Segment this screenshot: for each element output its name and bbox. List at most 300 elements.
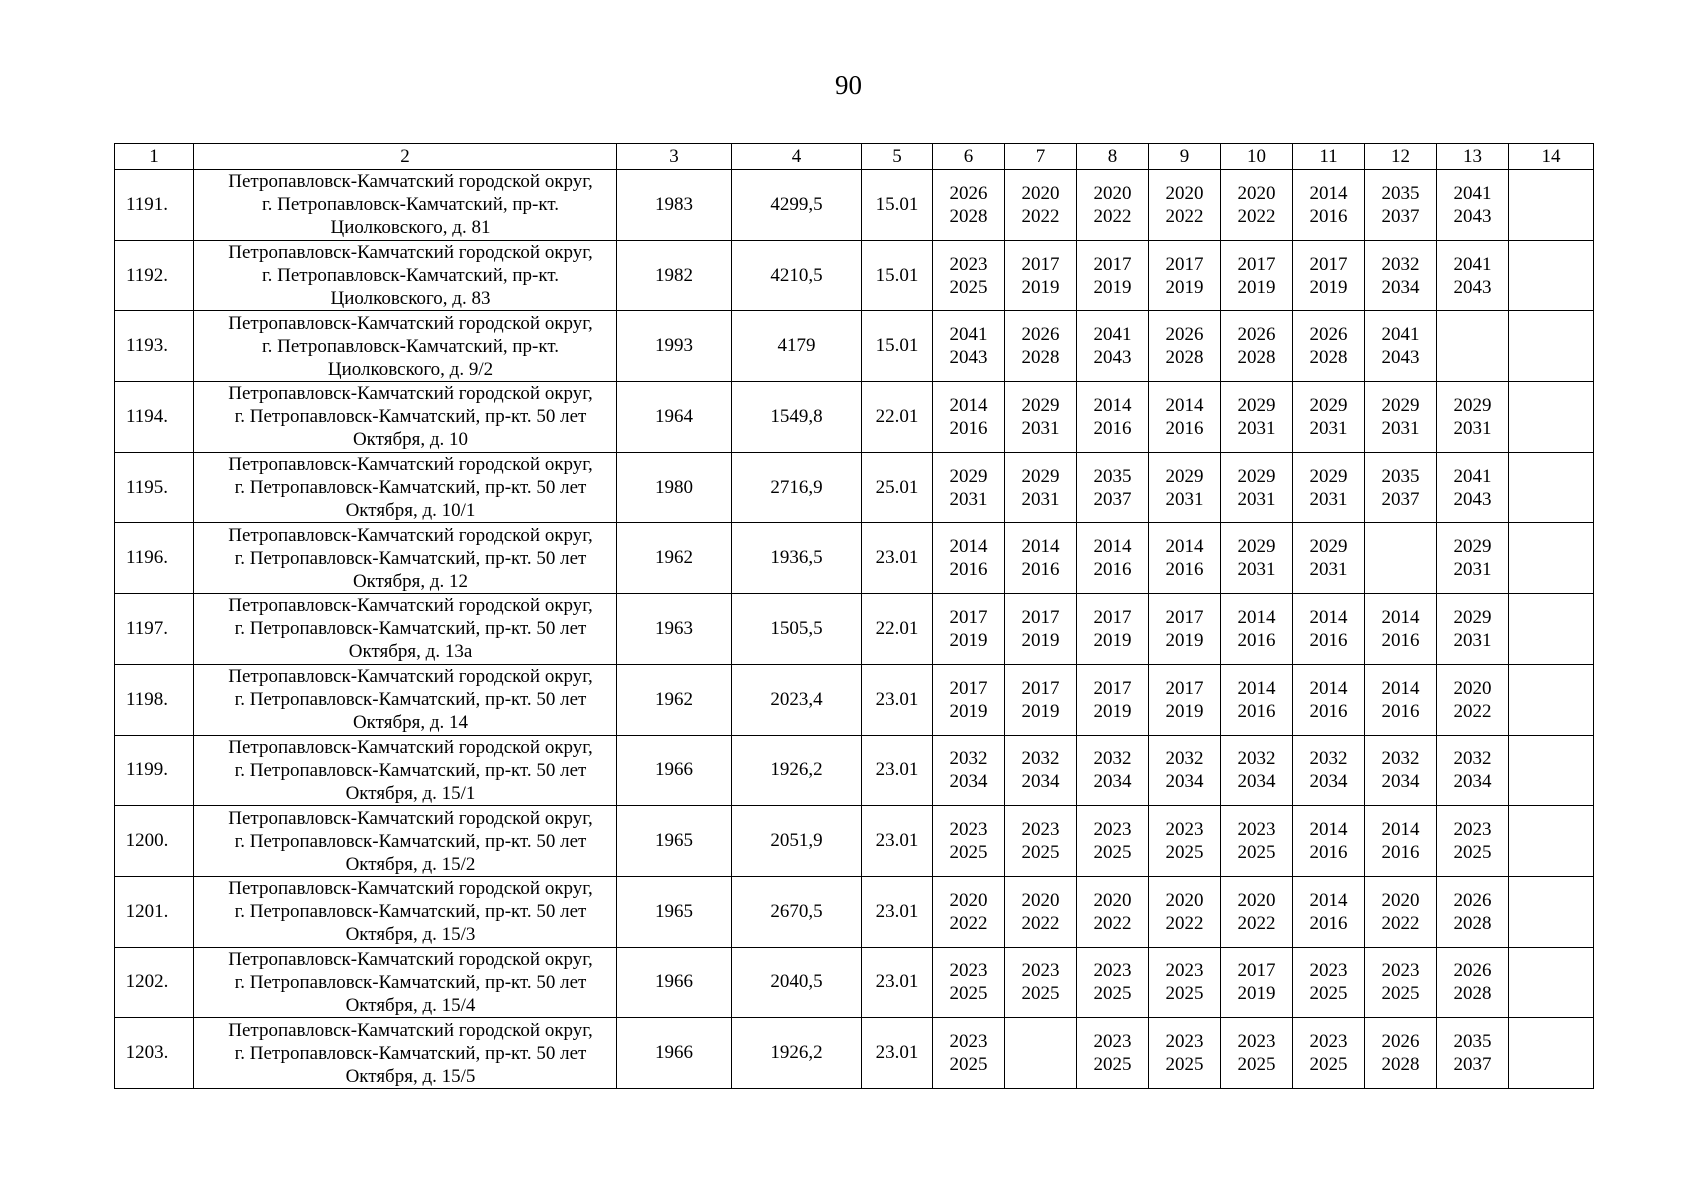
period-end: 2019 — [1165, 276, 1204, 298]
period-cell-col-12 — [1365, 382, 1437, 453]
period-cell-col-13 — [1437, 594, 1509, 665]
period-cell-col-9 — [1149, 876, 1221, 947]
period-cell-col-13 — [1437, 311, 1509, 382]
period-start: 2029 — [1309, 394, 1348, 416]
period-cell-col-12 — [1365, 664, 1437, 735]
period-cell-col-11 — [1293, 240, 1365, 311]
period-start: 2017 — [1309, 253, 1348, 275]
address-line: Октября, д. 15/1 — [345, 782, 476, 804]
address-cell — [194, 806, 617, 877]
period-start: 2032 — [949, 748, 988, 770]
period-start: 2023 — [1237, 819, 1276, 841]
code-cell: 23.01 — [862, 1018, 933, 1089]
period-start: 2029 — [949, 465, 988, 487]
period-end: 2019 — [1165, 700, 1204, 722]
table-row — [115, 170, 1594, 241]
period-start: 2020 — [1165, 889, 1204, 911]
column-header-6: 6 — [933, 144, 1005, 170]
row-number: 1195. — [115, 452, 194, 523]
table-row — [115, 523, 1594, 594]
address-cell — [194, 170, 617, 241]
period-start: 2017 — [1021, 677, 1060, 699]
period-cell-col-11 — [1293, 947, 1365, 1018]
period-cell-col-13 — [1437, 735, 1509, 806]
address-cell — [194, 311, 617, 382]
period-cell-col-12 — [1365, 452, 1437, 523]
address-line: Петропавловск-Камчатский городской округ, — [228, 242, 593, 264]
housing-register-table — [114, 143, 1594, 1089]
period-start: 2014 — [1381, 606, 1420, 628]
period-start: 2020 — [1237, 182, 1276, 204]
period-end: 2022 — [1021, 912, 1060, 934]
period-cell-col-12 — [1365, 594, 1437, 665]
address-cell — [194, 523, 617, 594]
period-cell-col-9 — [1149, 311, 1221, 382]
construction-year: 1966 — [617, 947, 732, 1018]
period-end: 2031 — [1453, 417, 1492, 439]
period-cell-col-8 — [1077, 735, 1149, 806]
period-cell-col-6 — [933, 523, 1005, 594]
period-cell-col-12 — [1365, 947, 1437, 1018]
column-header-4: 4 — [732, 144, 862, 170]
period-start: 2023 — [1453, 819, 1492, 841]
period-start: 2014 — [1165, 394, 1204, 416]
address-line: Циолковского, д. 81 — [330, 217, 491, 239]
column-header-13: 13 — [1437, 144, 1509, 170]
period-start: 2017 — [949, 606, 988, 628]
address-line: Петропавловск-Камчатский городской округ, — [228, 383, 593, 405]
period-cell-col-8 — [1077, 382, 1149, 453]
period-end: 2016 — [1237, 629, 1276, 651]
period-end: 2016 — [1165, 559, 1204, 581]
column-header-2: 2 — [194, 144, 617, 170]
period-start: 2032 — [1165, 748, 1204, 770]
period-end: 2016 — [1381, 700, 1420, 722]
page-number: 90 — [835, 70, 862, 100]
code-cell: 23.01 — [862, 735, 933, 806]
period-cell-col-11 — [1293, 664, 1365, 735]
address-line: Октября, д. 10/1 — [345, 500, 476, 522]
code-cell: 23.01 — [862, 947, 933, 1018]
period-cell-col-10 — [1221, 382, 1293, 453]
period-start: 2029 — [1309, 465, 1348, 487]
period-end: 2016 — [1309, 912, 1348, 934]
period-end: 2043 — [949, 347, 988, 369]
period-start: 2035 — [1381, 465, 1420, 487]
address-line: Петропавловск-Камчатский городской округ, — [228, 595, 593, 617]
construction-year: 1965 — [617, 876, 732, 947]
period-cell-col-6 — [933, 876, 1005, 947]
row-number: 1200. — [115, 806, 194, 877]
period-start: 2029 — [1021, 465, 1060, 487]
period-end: 2025 — [1381, 983, 1420, 1005]
row-number: 1193. — [115, 311, 194, 382]
period-cell-col-8 — [1077, 806, 1149, 877]
period-cell-col-11 — [1293, 594, 1365, 665]
period-cell-col-6 — [933, 170, 1005, 241]
period-end: 2034 — [1165, 771, 1204, 793]
period-cell-col-8 — [1077, 523, 1149, 594]
period-end: 2028 — [949, 205, 988, 227]
period-cell-col-8 — [1077, 664, 1149, 735]
period-end: 2022 — [1237, 205, 1276, 227]
period-start: 2032 — [1381, 253, 1420, 275]
table-row — [115, 382, 1594, 453]
period-end: 2034 — [1453, 771, 1492, 793]
period-cell-col-14 — [1509, 735, 1594, 806]
period-end: 2016 — [949, 417, 988, 439]
period-start: 2020 — [1165, 182, 1204, 204]
period-cell-col-12 — [1365, 1018, 1437, 1089]
period-cell-col-6 — [933, 664, 1005, 735]
table-row — [115, 1018, 1594, 1089]
period-start: 2035 — [1381, 182, 1420, 204]
period-start: 2020 — [1021, 889, 1060, 911]
period-cell-col-7 — [1005, 947, 1077, 1018]
period-cell-col-11 — [1293, 452, 1365, 523]
table-row — [115, 664, 1594, 735]
period-start: 2041 — [949, 324, 988, 346]
period-cell-col-10 — [1221, 876, 1293, 947]
period-end: 2022 — [949, 912, 988, 934]
period-end: 2025 — [1021, 983, 1060, 1005]
period-start: 2026 — [1237, 324, 1276, 346]
period-cell-col-14 — [1509, 382, 1594, 453]
period-cell-col-10 — [1221, 240, 1293, 311]
code-cell: 25.01 — [862, 452, 933, 523]
period-cell-col-10 — [1221, 452, 1293, 523]
code-cell: 15.01 — [862, 240, 933, 311]
period-end: 2022 — [1093, 912, 1132, 934]
address-line: г. Петропавловск-Камчатский, пр-кт. 50 лет — [234, 971, 587, 993]
code-cell: 22.01 — [862, 594, 933, 665]
total-area: 2670,5 — [732, 876, 862, 947]
period-start: 2020 — [949, 889, 988, 911]
construction-year: 1983 — [617, 170, 732, 241]
period-cell-col-13 — [1437, 240, 1509, 311]
period-start: 2020 — [1237, 889, 1276, 911]
period-end: 2043 — [1453, 488, 1492, 510]
period-cell-col-14 — [1509, 452, 1594, 523]
period-end: 2034 — [1237, 771, 1276, 793]
period-start: 2014 — [1309, 677, 1348, 699]
period-end: 2037 — [1093, 488, 1132, 510]
code-cell: 23.01 — [862, 876, 933, 947]
period-cell-col-13 — [1437, 452, 1509, 523]
column-header-10: 10 — [1221, 144, 1293, 170]
table-row — [115, 876, 1594, 947]
row-number: 1203. — [115, 1018, 194, 1089]
period-start: 2029 — [1237, 394, 1276, 416]
period-start: 2029 — [1165, 465, 1204, 487]
address-line: Октября, д. 12 — [352, 570, 469, 592]
column-header-3: 3 — [617, 144, 732, 170]
address-cell — [194, 664, 617, 735]
period-end: 2019 — [1237, 276, 1276, 298]
period-end: 2025 — [1093, 983, 1132, 1005]
address-line: Октября, д. 15/4 — [345, 994, 476, 1016]
address-line: Петропавловск-Камчатский городской округ, — [228, 666, 593, 688]
period-start: 2023 — [1165, 1031, 1204, 1053]
period-cell-col-13 — [1437, 382, 1509, 453]
period-cell-col-11 — [1293, 876, 1365, 947]
period-end: 2016 — [1021, 559, 1060, 581]
column-header-7: 7 — [1005, 144, 1077, 170]
construction-year: 1980 — [617, 452, 732, 523]
period-cell-col-12 — [1365, 311, 1437, 382]
period-end: 2031 — [1165, 488, 1204, 510]
period-end: 2022 — [1381, 912, 1420, 934]
address-cell — [194, 240, 617, 311]
period-start: 2041 — [1453, 182, 1492, 204]
address-cell — [194, 735, 617, 806]
period-cell-col-6 — [933, 1018, 1005, 1089]
period-start: 2035 — [1453, 1031, 1492, 1053]
period-start: 2020 — [1381, 889, 1420, 911]
address-line: г. Петропавловск-Камчатский, пр-кт. — [261, 194, 559, 216]
period-end: 2022 — [1237, 912, 1276, 934]
address-line: г. Петропавловск-Камчатский, пр-кт. 50 лет — [234, 689, 587, 711]
period-end: 2019 — [949, 629, 988, 651]
total-area: 1549,8 — [732, 382, 862, 453]
period-start: 2020 — [1453, 677, 1492, 699]
period-cell-col-8 — [1077, 594, 1149, 665]
period-start: 2014 — [949, 394, 988, 416]
period-end: 2019 — [1309, 276, 1348, 298]
period-start: 2020 — [1021, 182, 1060, 204]
period-cell-col-8 — [1077, 1018, 1149, 1089]
address-line: Октября, д. 10 — [352, 429, 469, 451]
period-start: 2017 — [1237, 253, 1276, 275]
period-start: 2014 — [1381, 677, 1420, 699]
address-cell — [194, 876, 617, 947]
period-end: 2028 — [1237, 347, 1276, 369]
period-cell-col-14 — [1509, 170, 1594, 241]
period-cell-col-12 — [1365, 735, 1437, 806]
column-header-12: 12 — [1365, 144, 1437, 170]
table-row — [115, 806, 1594, 877]
address-line: Петропавловск-Камчатский городской округ, — [228, 312, 593, 334]
period-start: 2014 — [1309, 819, 1348, 841]
period-cell-col-11 — [1293, 170, 1365, 241]
header-row — [115, 144, 1594, 170]
period-end: 2031 — [1309, 559, 1348, 581]
period-end: 2037 — [1381, 488, 1420, 510]
period-end: 2034 — [949, 771, 988, 793]
address-cell — [194, 1018, 617, 1089]
row-number: 1196. — [115, 523, 194, 594]
period-cell-col-13 — [1437, 947, 1509, 1018]
period-cell-col-10 — [1221, 594, 1293, 665]
period-end: 2016 — [1309, 700, 1348, 722]
period-end: 2025 — [1309, 983, 1348, 1005]
total-area: 4210,5 — [732, 240, 862, 311]
period-end: 2022 — [1453, 700, 1492, 722]
period-start: 2026 — [1453, 960, 1492, 982]
period-end: 2016 — [949, 559, 988, 581]
row-number: 1199. — [115, 735, 194, 806]
period-cell-col-6 — [933, 311, 1005, 382]
period-cell-col-11 — [1293, 382, 1365, 453]
total-area: 1936,5 — [732, 523, 862, 594]
period-end: 2025 — [1093, 842, 1132, 864]
total-area: 2023,4 — [732, 664, 862, 735]
period-start: 2017 — [949, 677, 988, 699]
period-end: 2043 — [1453, 276, 1492, 298]
period-end: 2022 — [1165, 912, 1204, 934]
period-end: 2019 — [1093, 276, 1132, 298]
period-end: 2022 — [1165, 205, 1204, 227]
period-start: 2023 — [1165, 819, 1204, 841]
period-cell-col-14 — [1509, 240, 1594, 311]
period-cell-col-10 — [1221, 311, 1293, 382]
period-cell-col-11 — [1293, 806, 1365, 877]
period-start: 2014 — [1093, 536, 1132, 558]
period-start: 2041 — [1381, 324, 1420, 346]
address-line: Октября, д. 14 — [352, 712, 469, 734]
period-cell-col-8 — [1077, 947, 1149, 1018]
period-start: 2029 — [1237, 536, 1276, 558]
address-line: г. Петропавловск-Камчатский, пр-кт. 50 лет — [234, 477, 587, 499]
row-number: 1191. — [115, 170, 194, 241]
column-header-14: 14 — [1509, 144, 1594, 170]
address-line: Октября, д. 15/3 — [345, 924, 476, 946]
period-end: 2019 — [1237, 983, 1276, 1005]
period-cell-col-14 — [1509, 947, 1594, 1018]
period-cell-col-10 — [1221, 947, 1293, 1018]
period-end: 2025 — [1165, 983, 1204, 1005]
period-cell-col-10 — [1221, 664, 1293, 735]
period-end: 2043 — [1381, 347, 1420, 369]
period-cell-col-7 — [1005, 876, 1077, 947]
period-end: 2031 — [1021, 488, 1060, 510]
period-cell-col-13 — [1437, 170, 1509, 241]
column-header-8: 8 — [1077, 144, 1149, 170]
code-cell: 15.01 — [862, 311, 933, 382]
address-line: г. Петропавловск-Камчатский, пр-кт. 50 лет — [234, 618, 587, 640]
period-cell-col-11 — [1293, 523, 1365, 594]
period-start: 2023 — [949, 253, 988, 275]
total-area: 1926,2 — [732, 735, 862, 806]
period-start: 2023 — [1093, 960, 1132, 982]
period-start: 2023 — [1381, 960, 1420, 982]
construction-year: 1963 — [617, 594, 732, 665]
period-cell-col-8 — [1077, 240, 1149, 311]
period-end: 2019 — [1093, 629, 1132, 651]
period-cell-col-6 — [933, 594, 1005, 665]
period-start: 2029 — [1453, 536, 1492, 558]
address-line: Петропавловск-Камчатский городской округ, — [228, 171, 593, 193]
period-end: 2016 — [1309, 629, 1348, 651]
period-end: 2019 — [949, 700, 988, 722]
period-start: 2017 — [1021, 253, 1060, 275]
period-cell-col-13 — [1437, 664, 1509, 735]
period-cell-col-9 — [1149, 240, 1221, 311]
period-cell-col-8 — [1077, 311, 1149, 382]
address-line: Октября, д. 15/5 — [345, 1065, 476, 1087]
period-start: 2014 — [1021, 536, 1060, 558]
period-cell-col-12 — [1365, 240, 1437, 311]
period-cell-col-7 — [1005, 170, 1077, 241]
period-end: 2019 — [1165, 629, 1204, 651]
period-end: 2025 — [949, 842, 988, 864]
period-start: 2032 — [1453, 748, 1492, 770]
period-cell-col-14 — [1509, 876, 1594, 947]
period-cell-col-14 — [1509, 806, 1594, 877]
period-start: 2029 — [1237, 465, 1276, 487]
table-row — [115, 735, 1594, 806]
period-start: 2026 — [1381, 1031, 1420, 1053]
period-cell-col-14 — [1509, 664, 1594, 735]
period-cell-col-7 — [1005, 664, 1077, 735]
period-end: 2025 — [1021, 842, 1060, 864]
period-start: 2023 — [1309, 960, 1348, 982]
period-cell-col-7 — [1005, 240, 1077, 311]
construction-year: 1966 — [617, 735, 732, 806]
period-start: 2023 — [1237, 1031, 1276, 1053]
period-end: 2028 — [1021, 347, 1060, 369]
period-start: 2023 — [949, 1031, 988, 1053]
period-cell-col-11 — [1293, 311, 1365, 382]
code-cell: 22.01 — [862, 382, 933, 453]
period-end: 2031 — [1237, 488, 1276, 510]
period-start: 2014 — [1237, 677, 1276, 699]
code-cell: 23.01 — [862, 523, 933, 594]
address-cell — [194, 947, 617, 1018]
address-line: г. Петропавловск-Камчатский, пр-кт. — [261, 335, 559, 357]
period-cell-col-10 — [1221, 170, 1293, 241]
period-cell-col-12 — [1365, 523, 1437, 594]
period-start: 2020 — [1093, 182, 1132, 204]
address-line: Циолковского, д. 9/2 — [327, 358, 494, 380]
address-line: Петропавловск-Камчатский городской округ, — [228, 807, 593, 829]
period-start: 2017 — [1021, 606, 1060, 628]
total-area: 4179 — [732, 311, 862, 382]
period-end: 2025 — [1165, 1054, 1204, 1076]
period-cell-col-7 — [1005, 523, 1077, 594]
period-end: 2037 — [1453, 1054, 1492, 1076]
total-area: 2040,5 — [732, 947, 862, 1018]
period-cell-col-12 — [1365, 806, 1437, 877]
period-start: 2023 — [1309, 1031, 1348, 1053]
period-end: 2034 — [1381, 771, 1420, 793]
construction-year: 1982 — [617, 240, 732, 311]
total-area: 4299,5 — [732, 170, 862, 241]
period-cell-col-7 — [1005, 1018, 1077, 1089]
period-end: 2016 — [1093, 559, 1132, 581]
period-end: 2028 — [1165, 347, 1204, 369]
code-cell: 23.01 — [862, 806, 933, 877]
column-header-11: 11 — [1293, 144, 1365, 170]
period-cell-col-11 — [1293, 1018, 1365, 1089]
period-cell-col-9 — [1149, 947, 1221, 1018]
period-start: 2041 — [1453, 253, 1492, 275]
period-start: 2041 — [1453, 465, 1492, 487]
period-cell-col-9 — [1149, 1018, 1221, 1089]
period-end: 2025 — [1237, 842, 1276, 864]
period-start: 2023 — [949, 960, 988, 982]
period-end: 2028 — [1453, 983, 1492, 1005]
construction-year: 1964 — [617, 382, 732, 453]
period-cell-col-14 — [1509, 311, 1594, 382]
period-start: 2014 — [1309, 182, 1348, 204]
address-line: Петропавловск-Камчатский городской округ, — [228, 948, 593, 970]
address-line: г. Петропавловск-Камчатский, пр-кт. 50 лет — [234, 759, 587, 781]
period-cell-col-8 — [1077, 170, 1149, 241]
period-end: 2031 — [1309, 488, 1348, 510]
table-row — [115, 947, 1594, 1018]
period-start: 2026 — [949, 182, 988, 204]
